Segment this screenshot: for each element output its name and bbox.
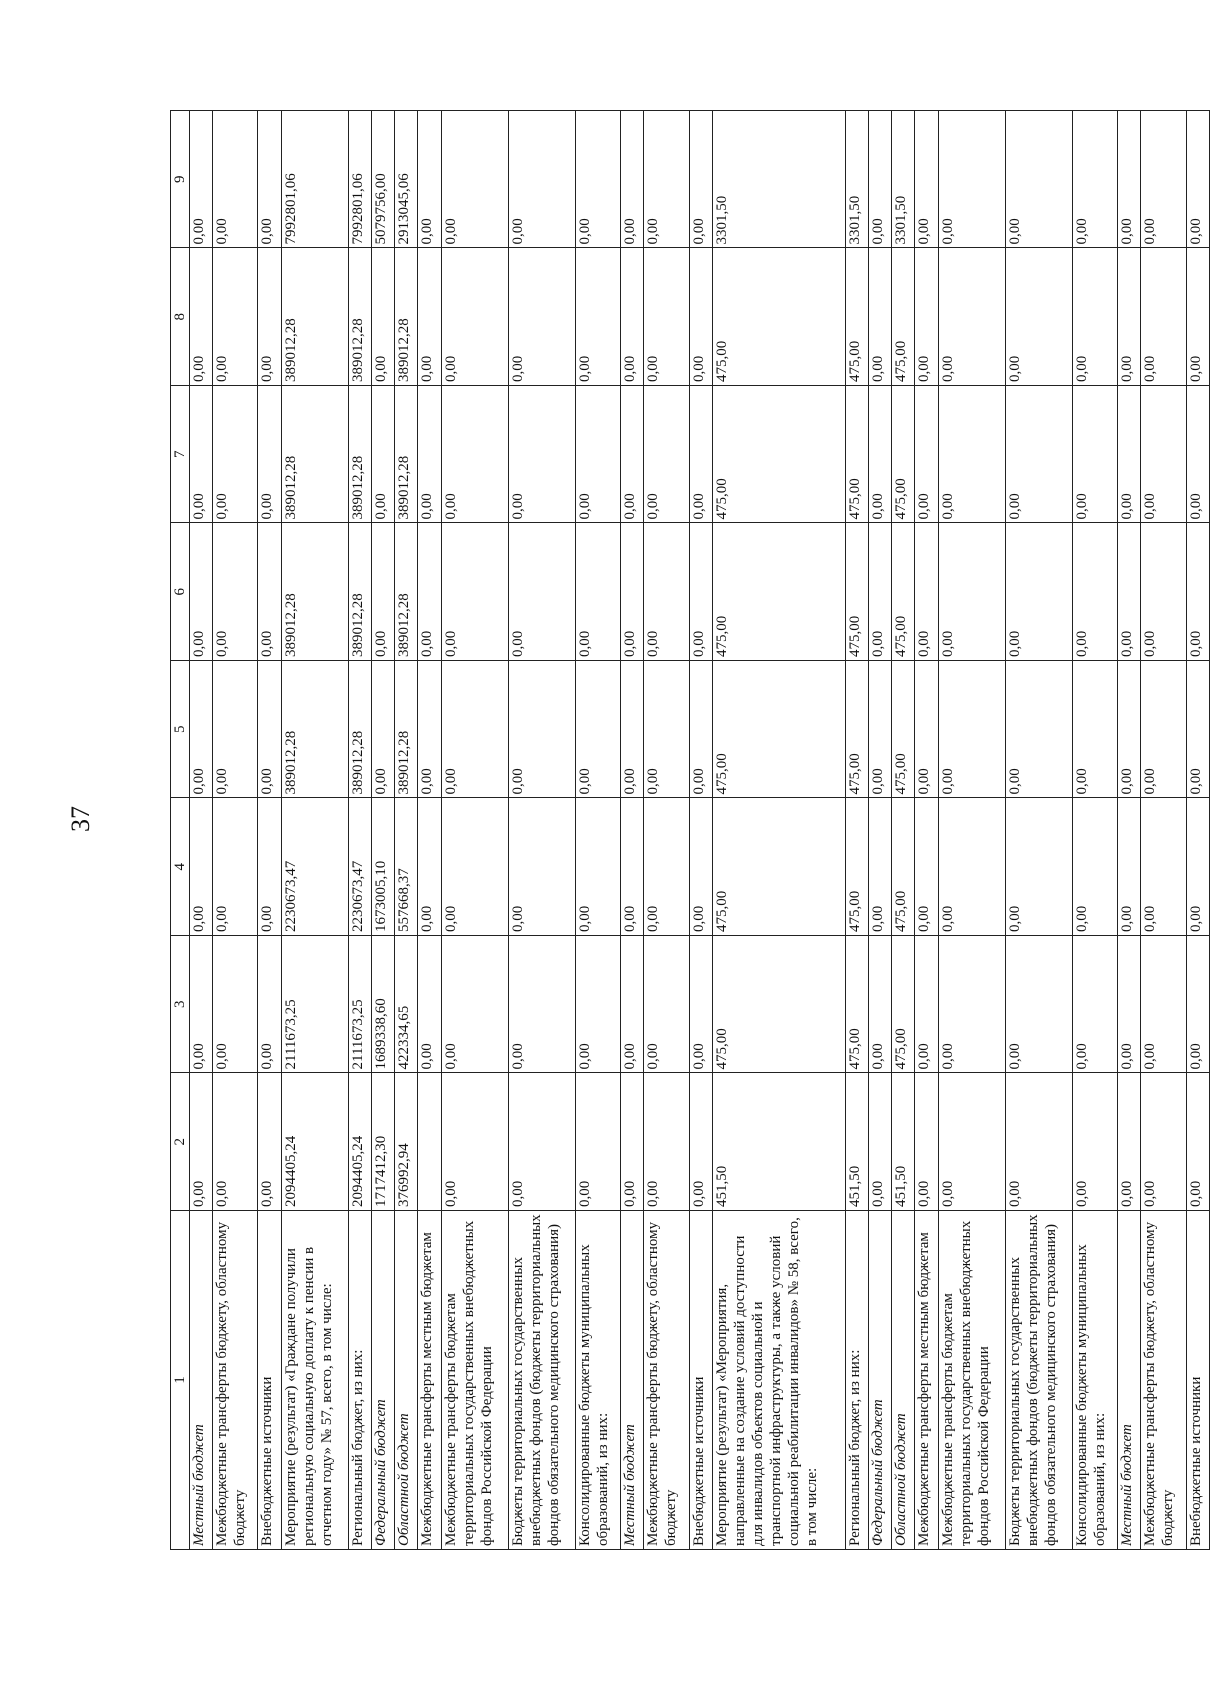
column-header: 9 — [171, 111, 190, 249]
value-cell: 557668,37 — [395, 798, 418, 936]
value-cell: 0,00 — [689, 248, 712, 386]
value-cell: 0,00 — [213, 936, 258, 1074]
value-cell: 0,00 — [258, 936, 281, 1074]
row-label: Межбюджетные трансферты бюджету, областному бюджету — [644, 1211, 689, 1550]
column-header: 3 — [171, 936, 190, 1074]
value-cell: 0,00 — [508, 523, 575, 661]
value-cell: 422334,65 — [395, 936, 418, 1074]
value-cell: 2111673,25 — [348, 936, 371, 1074]
value-cell: 0,00 — [575, 798, 620, 936]
value-cell: 2111673,25 — [281, 936, 348, 1074]
value-cell: 389012,28 — [348, 661, 371, 799]
value-cell: 0,00 — [915, 248, 938, 386]
value-cell: 451,50 — [845, 1073, 868, 1211]
value-cell: 0,00 — [258, 248, 281, 386]
row-label: Внебюджетные источники — [1186, 1211, 1209, 1550]
value-cell: 389012,28 — [348, 248, 371, 386]
value-cell: 0,00 — [575, 111, 620, 249]
value-cell: 0,00 — [621, 386, 644, 524]
value-cell: 0,00 — [508, 386, 575, 524]
page-number: 37 — [66, 806, 95, 832]
value-cell: 0,00 — [938, 798, 1005, 936]
value-cell: 0,00 — [575, 661, 620, 799]
table-row — [712, 111, 845, 1550]
value-cell: 0,00 — [938, 1073, 1005, 1211]
value-cell: 475,00 — [845, 248, 868, 386]
value-cell: 0,00 — [418, 523, 441, 661]
budget-table — [170, 110, 1210, 1550]
row-label: Межбюджетные трансферты бюджету, областному бюджету — [213, 1211, 258, 1550]
value-cell: 475,00 — [845, 661, 868, 799]
value-cell: 0,00 — [508, 661, 575, 799]
value-cell: 0,00 — [915, 1073, 938, 1211]
value-cell: 0,00 — [869, 111, 892, 249]
table-row — [1141, 111, 1186, 1550]
value-cell: 475,00 — [892, 936, 915, 1074]
value-cell: 0,00 — [1141, 248, 1186, 386]
column-header: 1 — [171, 1211, 190, 1550]
value-cell: 475,00 — [712, 936, 845, 1074]
row-label: Мероприятие (результат) «Мероприятия, направленные на создание условий доступности для инвалидов объектов социальной и транспортной инфраструктуры, а также условий социальной реабилитации инвалидов» № 58, всего, в том числе: — [712, 1211, 845, 1550]
value-cell: 0,00 — [621, 798, 644, 936]
value-cell: 0,00 — [689, 386, 712, 524]
value-cell: 0,00 — [621, 936, 644, 1074]
row-label: Межбюджетные трансферты местным бюджетам — [915, 1211, 938, 1550]
value-cell: 0,00 — [1005, 1073, 1072, 1211]
value-cell: 0,00 — [915, 523, 938, 661]
value-cell: 0,00 — [418, 111, 441, 249]
value-cell: 0,00 — [213, 248, 258, 386]
value-cell: 0,00 — [1005, 661, 1072, 799]
value-cell: 0,00 — [1073, 798, 1118, 936]
value-cell: 0,00 — [1118, 1073, 1141, 1211]
value-cell: 0,00 — [1073, 248, 1118, 386]
row-label: Областной бюджет — [892, 1211, 915, 1550]
row-label: Межбюджетные трансферты бюджетам территориальных государственных внебюджетных фондов Российской Федерации — [938, 1211, 1005, 1550]
value-cell: 0,00 — [575, 523, 620, 661]
table-row — [938, 111, 1005, 1550]
value-cell: 2094405,24 — [281, 1073, 348, 1211]
value-cell: 0,00 — [915, 798, 938, 936]
value-cell: 0,00 — [1005, 798, 1072, 936]
value-cell: 0,00 — [418, 936, 441, 1074]
column-header: 4 — [171, 798, 190, 936]
value-cell: 0,00 — [1186, 386, 1209, 524]
value-cell: 3301,50 — [845, 111, 868, 249]
value-cell: 0,00 — [418, 661, 441, 799]
rotated-table-container — [170, 110, 1210, 1550]
value-cell: 1689338,60 — [371, 936, 394, 1074]
value-cell: 0,00 — [190, 111, 213, 249]
value-cell: 451,50 — [712, 1073, 845, 1211]
value-cell: 0,00 — [441, 661, 508, 799]
value-cell: 475,00 — [845, 386, 868, 524]
value-cell: 7992801,06 — [348, 111, 371, 249]
value-cell: 0,00 — [938, 111, 1005, 249]
value-cell: 0,00 — [869, 1073, 892, 1211]
row-label: Межбюджетные трансферты бюджетам территориальных государственных внебюджетных фондов Российской Федерации — [441, 1211, 508, 1550]
value-cell: 0,00 — [441, 386, 508, 524]
value-cell: 0,00 — [644, 248, 689, 386]
value-cell: 0,00 — [644, 1073, 689, 1211]
table-row — [869, 111, 892, 1550]
value-cell: 475,00 — [845, 523, 868, 661]
value-cell: 0,00 — [1073, 523, 1118, 661]
value-cell: 389012,28 — [348, 386, 371, 524]
value-cell: 0,00 — [508, 798, 575, 936]
value-cell: 0,00 — [575, 936, 620, 1074]
column-header: 6 — [171, 523, 190, 661]
row-label: Бюджеты территориальных государственных внебюджетных фондов (бюджеты территориальных фондов обязательного медицинского страхования) — [1005, 1211, 1072, 1550]
value-cell: 389012,28 — [395, 248, 418, 386]
value-cell: 0,00 — [869, 661, 892, 799]
row-label: Бюджеты территориальных государственных внебюджетных фондов (бюджеты территориальных фондов обязательного медицинского страхования) — [508, 1211, 575, 1550]
table-row — [281, 111, 348, 1550]
value-cell: 0,00 — [418, 248, 441, 386]
value-cell: 0,00 — [689, 798, 712, 936]
value-cell: 0,00 — [644, 661, 689, 799]
value-cell: 0,00 — [915, 936, 938, 1074]
value-cell: 0,00 — [1118, 111, 1141, 249]
value-cell: 0,00 — [418, 798, 441, 936]
value-cell: 0,00 — [621, 523, 644, 661]
table-row — [395, 111, 418, 1550]
value-cell: 1717412,30 — [371, 1073, 394, 1211]
value-cell: 0,00 — [190, 248, 213, 386]
value-cell: 0,00 — [621, 661, 644, 799]
value-cell: 0,00 — [213, 661, 258, 799]
value-cell: 7992801,06 — [281, 111, 348, 249]
column-header: 7 — [171, 386, 190, 524]
table-row — [1073, 111, 1118, 1550]
column-header: 5 — [171, 661, 190, 799]
value-cell: 0,00 — [190, 661, 213, 799]
value-cell: 475,00 — [892, 798, 915, 936]
value-cell: 0,00 — [441, 523, 508, 661]
value-cell: 2913045,06 — [395, 111, 418, 249]
row-label: Региональный бюджет, из них: — [845, 1211, 868, 1550]
value-cell: 0,00 — [689, 661, 712, 799]
value-cell: 389012,28 — [395, 661, 418, 799]
value-cell: 0,00 — [1073, 1073, 1118, 1211]
value-cell: 0,00 — [190, 936, 213, 1074]
table-row — [644, 111, 689, 1550]
row-label: Внебюджетные источники — [689, 1211, 712, 1550]
value-cell: 0,00 — [1005, 386, 1072, 524]
value-cell: 0,00 — [371, 523, 394, 661]
value-cell: 0,00 — [689, 1073, 712, 1211]
row-label: Местный бюджет — [190, 1211, 213, 1550]
value-cell: 0,00 — [1141, 936, 1186, 1074]
value-cell: 0,00 — [1073, 386, 1118, 524]
value-cell: 0,00 — [938, 523, 1005, 661]
value-cell: 0,00 — [258, 523, 281, 661]
value-cell: 389012,28 — [281, 523, 348, 661]
table-row — [845, 111, 868, 1550]
value-cell: 0,00 — [1118, 936, 1141, 1074]
value-cell: 389012,28 — [395, 386, 418, 524]
value-cell: 0,00 — [1118, 523, 1141, 661]
value-cell: 0,00 — [938, 936, 1005, 1074]
value-cell: 0,00 — [1141, 1073, 1186, 1211]
value-cell: 0,00 — [1073, 936, 1118, 1074]
column-header: 8 — [171, 248, 190, 386]
value-cell: 0,00 — [213, 1073, 258, 1211]
value-cell: 0,00 — [915, 386, 938, 524]
value-cell: 0,00 — [508, 248, 575, 386]
value-cell: 0,00 — [418, 386, 441, 524]
table-row — [689, 111, 712, 1550]
value-cell: 0,00 — [1186, 661, 1209, 799]
value-cell: 451,50 — [892, 1073, 915, 1211]
value-cell: 0,00 — [258, 798, 281, 936]
row-label: Внебюджетные источники — [258, 1211, 281, 1550]
value-cell: 0,00 — [508, 111, 575, 249]
value-cell: 0,00 — [190, 798, 213, 936]
row-label: Консолидированные бюджеты муниципальных образований, из них: — [575, 1211, 620, 1550]
table-row — [371, 111, 394, 1550]
value-cell: 0,00 — [441, 248, 508, 386]
value-cell: 0,00 — [213, 523, 258, 661]
value-cell: 0,00 — [644, 111, 689, 249]
value-cell: 0,00 — [1141, 523, 1186, 661]
row-label: Консолидированные бюджеты муниципальных образований, из них: — [1073, 1211, 1118, 1550]
value-cell — [418, 1073, 441, 1211]
table-row — [258, 111, 281, 1550]
value-cell: 2230673,47 — [348, 798, 371, 936]
value-cell: 2230673,47 — [281, 798, 348, 936]
column-header: 2 — [171, 1073, 190, 1211]
value-cell: 0,00 — [689, 523, 712, 661]
value-cell: 0,00 — [441, 936, 508, 1074]
row-label: Областной бюджет — [395, 1211, 418, 1550]
table-row — [348, 111, 371, 1550]
value-cell: 0,00 — [1186, 936, 1209, 1074]
value-cell: 389012,28 — [281, 661, 348, 799]
value-cell: 0,00 — [575, 386, 620, 524]
value-cell: 475,00 — [712, 523, 845, 661]
table-row — [1186, 111, 1209, 1550]
value-cell: 0,00 — [869, 248, 892, 386]
value-cell: 475,00 — [845, 798, 868, 936]
value-cell: 0,00 — [689, 936, 712, 1074]
value-cell: 0,00 — [1073, 111, 1118, 249]
value-cell: 0,00 — [621, 111, 644, 249]
value-cell: 0,00 — [1141, 111, 1186, 249]
value-cell: 0,00 — [644, 936, 689, 1074]
value-cell: 0,00 — [869, 523, 892, 661]
table-row — [508, 111, 575, 1550]
table-row — [621, 111, 644, 1550]
value-cell: 389012,28 — [281, 386, 348, 524]
row-label: Межбюджетные трансферты бюджету, областному бюджету — [1141, 1211, 1186, 1550]
value-cell: 389012,28 — [395, 523, 418, 661]
value-cell: 0,00 — [644, 798, 689, 936]
table-row — [1118, 111, 1141, 1550]
table-row — [190, 111, 213, 1550]
value-cell: 0,00 — [621, 1073, 644, 1211]
value-cell: 0,00 — [689, 111, 712, 249]
value-cell: 0,00 — [938, 661, 1005, 799]
value-cell: 0,00 — [190, 386, 213, 524]
value-cell: 0,00 — [1005, 523, 1072, 661]
table-row — [915, 111, 938, 1550]
value-cell: 0,00 — [1141, 386, 1186, 524]
value-cell: 0,00 — [575, 248, 620, 386]
row-label: Межбюджетные трансферты местным бюджетам — [418, 1211, 441, 1550]
value-cell: 0,00 — [371, 661, 394, 799]
value-cell: 0,00 — [1073, 661, 1118, 799]
value-cell: 0,00 — [258, 386, 281, 524]
value-cell: 0,00 — [441, 798, 508, 936]
value-cell: 0,00 — [1005, 936, 1072, 1074]
row-label: Региональный бюджет, из них: — [348, 1211, 371, 1550]
value-cell: 0,00 — [371, 386, 394, 524]
value-cell: 0,00 — [1118, 248, 1141, 386]
value-cell: 3301,50 — [712, 111, 845, 249]
value-cell: 0,00 — [621, 248, 644, 386]
value-cell: 0,00 — [213, 386, 258, 524]
value-cell: 0,00 — [869, 936, 892, 1074]
value-cell: 0,00 — [213, 798, 258, 936]
value-cell: 0,00 — [1186, 798, 1209, 936]
value-cell: 0,00 — [1118, 661, 1141, 799]
value-cell: 0,00 — [441, 111, 508, 249]
value-cell: 0,00 — [938, 386, 1005, 524]
value-cell: 0,00 — [213, 111, 258, 249]
table-row — [575, 111, 620, 1550]
value-cell: 475,00 — [712, 661, 845, 799]
value-cell: 0,00 — [441, 1073, 508, 1211]
row-label: Мероприятие (результат) «Граждане получили региональную социальную доплату к пенсии в отчетном году» № 57, всего, в том числе: — [281, 1211, 348, 1550]
value-cell: 2094405,24 — [348, 1073, 371, 1211]
value-cell: 0,00 — [258, 1073, 281, 1211]
value-cell: 475,00 — [712, 798, 845, 936]
value-cell: 0,00 — [190, 523, 213, 661]
table-row — [418, 111, 441, 1550]
table-row — [1005, 111, 1072, 1550]
value-cell: 0,00 — [1186, 523, 1209, 661]
table-body — [190, 111, 1210, 1550]
value-cell: 0,00 — [938, 248, 1005, 386]
value-cell: 475,00 — [892, 523, 915, 661]
value-cell: 389012,28 — [348, 523, 371, 661]
value-cell: 0,00 — [1005, 111, 1072, 249]
value-cell: 0,00 — [1141, 661, 1186, 799]
value-cell: 0,00 — [1186, 111, 1209, 249]
row-label: Местный бюджет — [1118, 1211, 1141, 1550]
value-cell: 0,00 — [1118, 798, 1141, 936]
value-cell: 475,00 — [712, 248, 845, 386]
value-cell: 0,00 — [258, 661, 281, 799]
value-cell: 0,00 — [508, 936, 575, 1074]
value-cell: 376992,94 — [395, 1073, 418, 1211]
value-cell: 0,00 — [508, 1073, 575, 1211]
value-cell: 0,00 — [1186, 1073, 1209, 1211]
row-label: Местный бюджет — [621, 1211, 644, 1550]
value-cell: 0,00 — [1141, 798, 1186, 936]
value-cell: 0,00 — [869, 386, 892, 524]
row-label: Федеральный бюджет — [371, 1211, 394, 1550]
table-row — [892, 111, 915, 1550]
value-cell: 0,00 — [869, 798, 892, 936]
table-row — [213, 111, 258, 1550]
value-cell: 0,00 — [1118, 386, 1141, 524]
value-cell: 0,00 — [644, 386, 689, 524]
value-cell: 3301,50 — [892, 111, 915, 249]
value-cell: 0,00 — [575, 1073, 620, 1211]
value-cell: 475,00 — [892, 248, 915, 386]
value-cell: 5079756,00 — [371, 111, 394, 249]
value-cell: 475,00 — [712, 386, 845, 524]
value-cell: 0,00 — [371, 248, 394, 386]
value-cell: 475,00 — [845, 936, 868, 1074]
value-cell: 475,00 — [892, 661, 915, 799]
value-cell: 0,00 — [258, 111, 281, 249]
value-cell: 0,00 — [1005, 248, 1072, 386]
value-cell: 0,00 — [1186, 248, 1209, 386]
value-cell: 1673005,10 — [371, 798, 394, 936]
value-cell: 0,00 — [915, 111, 938, 249]
header-row — [171, 111, 190, 1550]
value-cell: 0,00 — [915, 661, 938, 799]
value-cell: 0,00 — [190, 1073, 213, 1211]
value-cell: 389012,28 — [281, 248, 348, 386]
value-cell: 0,00 — [644, 523, 689, 661]
value-cell: 475,00 — [892, 386, 915, 524]
row-label: Федеральный бюджет — [869, 1211, 892, 1550]
table-row — [441, 111, 508, 1550]
